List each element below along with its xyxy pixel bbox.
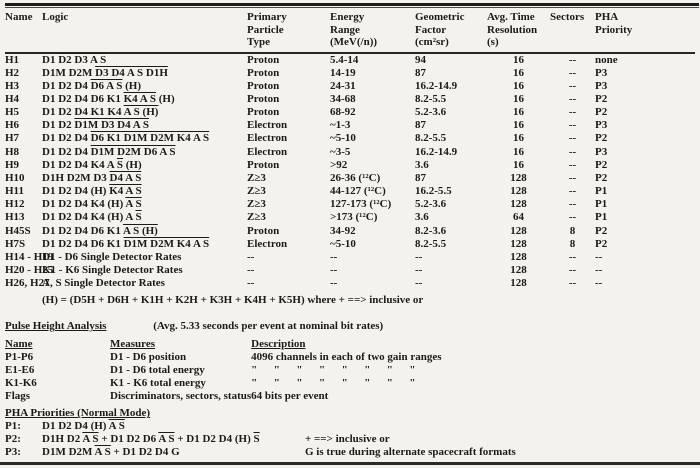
priority-label: P1:	[5, 420, 21, 433]
cell-pha: P3	[595, 79, 608, 92]
cell-geometric: 16.2-14.9	[415, 145, 458, 158]
pha-table-header	[5, 338, 691, 351]
logic-term-not: $\overline{S}$	[116, 158, 123, 171]
cell-energy: 26-36 (¹²C)	[330, 171, 381, 184]
cell-name: H9	[5, 158, 20, 171]
cell-energy: 5.4-14	[330, 53, 359, 66]
cell-geometric: 94	[415, 53, 426, 66]
cell-logic	[42, 67, 247, 80]
cell-pha: P3	[595, 66, 608, 79]
cell-sectors: --	[568, 106, 577, 119]
cell-energy: >92	[330, 158, 348, 171]
table-row	[5, 264, 695, 277]
cell-particle: --	[247, 250, 255, 263]
logic-term: D1 D2 D4 K4 A	[42, 158, 117, 171]
cell-name: H6	[5, 119, 20, 132]
logic-term: D1 D2 D4 D6 K1	[42, 237, 124, 250]
column-header-name: Name	[5, 9, 42, 53]
logic-term: (H)	[122, 79, 142, 92]
logic-term: D1 D2 D4	[42, 132, 91, 145]
pha-cell-name: E1-E6	[5, 364, 35, 377]
cell-time: 128	[510, 224, 527, 237]
cell-geometric: 5.2-3.6	[415, 198, 447, 211]
h-definition-footnote: (H) = (D5H + D6H + K1H + K2H + K3H + K4H + K5H) where + ==> inclusive or	[42, 294, 424, 307]
cell-pha: P2	[595, 132, 608, 145]
cell-energy: ~5-10	[330, 237, 356, 250]
cell-name: H2	[5, 66, 20, 79]
table-row	[5, 159, 695, 172]
cell-time: 16	[513, 92, 524, 105]
table-row	[5, 67, 695, 80]
column-header-sectors: Sectors	[550, 9, 595, 53]
cell-energy: ~5-10	[330, 132, 356, 145]
cell-name: H20 - H25	[5, 264, 54, 276]
table-row	[5, 146, 695, 159]
column-header-geometric: Geometric Factor (cm²sr)	[415, 9, 487, 53]
logic-term-not: K4 A S	[123, 92, 156, 105]
logic-term: D1	[42, 53, 59, 66]
table-row	[5, 277, 695, 290]
cell-sectors: --	[568, 66, 577, 79]
cell-logic	[42, 211, 247, 224]
cell-pha: --	[595, 250, 603, 263]
cell-energy: 34-92	[330, 224, 356, 237]
logic-term-not: $\overline{S}$	[135, 211, 142, 224]
cell-name: H26, H27	[5, 277, 50, 290]
cell-pha: P1	[595, 185, 608, 198]
logic-term-not: D6 K1 D1M D2M K4 A S	[90, 132, 210, 145]
cell-logic	[42, 225, 247, 238]
logic-term: D1 D2 D4 D6 K1	[42, 224, 123, 237]
table-row	[5, 80, 695, 93]
logic-term-not: A S	[158, 433, 175, 446]
cell-pha: P1	[595, 198, 608, 211]
cell-logic	[42, 80, 247, 93]
pha-cell-measures: D1 - D6 total energy	[110, 364, 205, 377]
pha-table-body	[5, 351, 691, 403]
cell-time: 128	[510, 171, 527, 184]
logic-term: + D1 D2 D4 G	[110, 445, 180, 458]
logic-term: D1 - D6 Single Detector Rates	[42, 250, 182, 263]
priority-logic	[42, 446, 180, 458]
cell-energy: 34-68	[330, 92, 356, 105]
cell-energy: 68-92	[330, 106, 356, 119]
cell-time: 16	[513, 106, 524, 119]
cell-logic	[42, 185, 247, 198]
cell-time: 16	[513, 66, 524, 79]
pha-cell-description: " " " " " " " "	[251, 377, 416, 390]
cell-geometric: 87	[415, 66, 426, 79]
cell-pha: P2	[595, 92, 608, 105]
pha-row	[5, 364, 691, 377]
cell-name: H14 - H19	[5, 250, 54, 263]
cell-particle: Proton	[247, 66, 280, 79]
logic-term-not: A S (H)	[123, 106, 159, 119]
cell-geometric: 16.2-14.9	[415, 79, 458, 92]
table-row	[5, 225, 695, 238]
pha-header-row	[5, 338, 691, 351]
pha-cell-measures: D1 - D6 position	[110, 351, 187, 364]
logic-term-not: A S	[94, 445, 111, 458]
pha-col-description	[251, 338, 691, 351]
logic-term: D1 D2 D4	[42, 145, 91, 158]
cell-sectors: --	[568, 145, 577, 158]
cell-time: 16	[513, 79, 524, 92]
pha-col-measures-label: Measures	[110, 338, 156, 351]
cell-time: 128	[510, 277, 527, 290]
pha-row	[5, 377, 691, 390]
cell-time: 16	[513, 132, 524, 145]
logic-term: D1M D2M	[42, 66, 96, 79]
cell-geometric: 8.2-5.5	[415, 92, 447, 105]
pha-rate-note: (Avg. 5.33 seconds per event at nominal bit rates)	[153, 320, 384, 333]
pha-section-title: Pulse Height Analysis	[5, 320, 107, 333]
cell-sectors: --	[568, 92, 577, 105]
pha-cell-name: K1-K6	[5, 377, 37, 390]
column-header-particle: Primary Particle Type	[247, 9, 330, 53]
cell-sectors: --	[568, 277, 577, 290]
logic-term-not: D3 D4 A S D1H	[95, 66, 168, 79]
cell-sectors: 8	[569, 237, 576, 250]
pha-cell-description: 4096 channels in each of two gain ranges	[251, 351, 442, 364]
table-row	[5, 251, 695, 264]
pha-priorities-title: PHA Priorities (Normal Mode)	[5, 407, 151, 420]
pha-cell-name: P1-P6	[5, 351, 34, 364]
cell-logic	[42, 198, 247, 211]
cell-logic	[42, 132, 247, 145]
cell-pha: P3	[595, 119, 608, 132]
top-border-rule	[5, 3, 699, 8]
cell-time: 16	[513, 145, 524, 158]
cell-time: 128	[510, 250, 527, 263]
rate-table-header	[5, 9, 695, 53]
priority-row	[5, 420, 700, 433]
cell-sectors: --	[568, 119, 577, 132]
table-row	[5, 132, 695, 145]
cell-energy: ~1-3	[330, 119, 351, 132]
cell-geometric: 3.6	[415, 211, 429, 224]
cell-geometric: --	[415, 264, 423, 276]
logic-term: A, S Single Detector Rates	[42, 277, 165, 290]
cell-geometric: 8.2-5.5	[415, 132, 447, 145]
logic-term: D1H D2M D3	[42, 171, 110, 184]
bottom-border-rule	[0, 462, 700, 465]
logic-term-not: A S	[108, 420, 125, 433]
pha-cell-measures: K1 - K6 total energy	[110, 377, 206, 390]
table-row	[5, 93, 695, 106]
cell-sectors: --	[568, 132, 577, 145]
pha-row	[5, 351, 691, 364]
cell-geometric: --	[415, 277, 423, 290]
cell-pha: P2	[595, 237, 608, 250]
cell-particle: Electron	[247, 145, 288, 158]
table-row	[5, 185, 695, 198]
cell-logic	[42, 277, 247, 290]
cell-name: H11	[5, 185, 24, 198]
logic-term-not: A S (H)	[122, 224, 158, 237]
pha-cell-description: " " " " " " " "	[251, 364, 416, 377]
cell-name: H5	[5, 106, 20, 119]
priority-annotation: G is true during alternate spacecraft formats	[305, 445, 516, 458]
cell-energy: 127-173 (¹²C)	[330, 198, 392, 211]
cell-name: H4	[5, 92, 20, 105]
header-row	[5, 9, 695, 53]
table-row	[5, 198, 695, 211]
logic-term-not: A S	[82, 433, 99, 446]
table-row	[5, 238, 695, 251]
logic-term: D1 D2	[42, 119, 75, 132]
logic-term-not: $\overline{S}$	[253, 433, 260, 446]
cell-particle: Proton	[247, 158, 280, 171]
cell-pha: P1	[595, 211, 608, 224]
table-row	[5, 119, 695, 132]
cell-sectors: --	[568, 198, 577, 211]
cell-particle: --	[247, 264, 255, 276]
logic-term-not: D1M D2M K4 A S	[123, 237, 210, 250]
cell-sectors: 8	[569, 224, 576, 237]
cell-pha: none	[595, 53, 618, 66]
logic-term: D1 D2 D4 (H)	[42, 185, 110, 198]
pha-priorities-rows	[5, 420, 700, 458]
cell-sectors: --	[568, 79, 577, 92]
cell-particle: Proton	[247, 53, 280, 66]
pha-col-name	[5, 338, 110, 351]
cell-particle: Proton	[247, 79, 280, 92]
pulse-height-analysis-section	[5, 320, 700, 333]
pha-cell-description: 64 bits per event	[251, 390, 329, 403]
cell-logic	[42, 119, 247, 132]
cell-pha: P2	[595, 171, 608, 184]
cell-time: 128	[510, 237, 527, 250]
cell-time: 16	[513, 119, 524, 132]
cell-energy: 44-127 (¹²C)	[330, 185, 386, 198]
pha-col-name-label: Name	[5, 338, 33, 351]
logic-term-not: D2 D3 A S	[58, 53, 107, 66]
logic-term: D1 D2 D4 (H)	[42, 420, 109, 433]
cell-name: H1	[5, 53, 20, 66]
cell-time: 64	[513, 211, 524, 224]
pha-table	[5, 338, 691, 403]
cell-sectors: --	[568, 171, 577, 184]
logic-term-not: D1M D3 D4 A S	[74, 119, 149, 132]
pha-row	[5, 390, 691, 403]
table-row	[5, 211, 695, 224]
cell-logic	[42, 238, 247, 251]
rate-table-body	[5, 53, 695, 291]
cell-energy: 14-19	[330, 66, 356, 79]
cell-logic	[42, 53, 247, 67]
cell-name: H12	[5, 198, 25, 211]
cell-time: 128	[510, 198, 527, 211]
priority-label: P3:	[5, 445, 21, 458]
cell-name: H7S	[5, 237, 26, 250]
cell-pha: P3	[595, 145, 608, 158]
cell-energy: ~3-5	[330, 145, 351, 158]
cell-sectors: --	[568, 53, 577, 66]
cell-particle: Proton	[247, 224, 280, 237]
priority-annotation: + ==> inclusive or	[305, 433, 390, 446]
logic-term-not: D1M D2M D6 A S	[90, 145, 176, 158]
cell-sectors: --	[568, 211, 577, 224]
cell-logic	[42, 264, 247, 277]
priority-row	[5, 446, 700, 459]
cell-name: H3	[5, 79, 20, 92]
cell-pha: P2	[595, 224, 608, 237]
cell-pha: P2	[595, 106, 608, 119]
cell-logic	[42, 106, 247, 119]
cell-particle: Z≥3	[247, 185, 266, 198]
cell-pha: --	[595, 264, 603, 276]
cell-geometric: 87	[415, 171, 426, 184]
cell-time: 128	[510, 185, 527, 198]
cell-particle: Z≥3	[247, 171, 266, 184]
column-header-logic: Logic	[42, 9, 247, 53]
cell-logic	[42, 146, 247, 159]
logic-term: (H)	[156, 92, 175, 105]
logic-term: D1 D2 D4 K4 (H) A	[42, 211, 136, 224]
cell-logic	[42, 172, 247, 185]
cell-geometric: 8.2-3.6	[415, 224, 447, 237]
cell-energy: --	[330, 250, 338, 263]
pha-cell-measures: Discriminators, sectors, status	[110, 390, 252, 403]
logic-term: D1H D2	[42, 433, 83, 446]
table-row	[5, 53, 695, 67]
priority-row	[5, 433, 700, 446]
pha-priorities-section	[5, 407, 700, 420]
cell-particle: Electron	[247, 119, 288, 132]
cell-logic	[42, 251, 247, 264]
column-header-energy: Energy Range (MeV(/n))	[330, 9, 415, 53]
cell-name: H10	[5, 171, 25, 184]
cell-sectors: --	[568, 158, 577, 171]
cell-particle: Z≥3	[247, 198, 266, 211]
logic-term-not: D4 A S	[109, 171, 142, 184]
cell-name: H7	[5, 132, 20, 145]
rate-channels-table	[5, 9, 695, 290]
cell-energy: --	[330, 277, 338, 290]
cell-pha: P2	[595, 158, 608, 171]
logic-term: K1 - K6 Single Detector Rates	[42, 264, 183, 276]
cell-sectors: --	[568, 264, 577, 276]
logic-term: D1 D2 D4 K1 K4	[42, 106, 124, 119]
table-row	[5, 172, 695, 185]
cell-geometric: 16.2-5.5	[415, 185, 452, 198]
cell-sectors: --	[568, 250, 577, 263]
cell-name: H8	[5, 145, 20, 158]
cell-energy: --	[330, 264, 338, 276]
logic-term: + D1 D2 D6	[98, 433, 159, 446]
cell-particle: --	[247, 277, 255, 290]
column-header-time: Avg. Time Resolution (s)	[487, 9, 550, 53]
cell-geometric: 5.2-3.6	[415, 106, 447, 119]
column-header-pha: PHA Priority	[595, 9, 695, 53]
logic-term-not: A S	[125, 198, 142, 211]
cell-time: 16	[513, 53, 524, 66]
cell-energy: >173 (¹²C)	[330, 211, 378, 224]
logic-term: D1 D2 D4	[42, 79, 91, 92]
cell-particle: Proton	[247, 92, 280, 105]
logic-term: + D1 D2 D4 (H)	[174, 433, 254, 446]
pha-col-measures	[110, 338, 251, 351]
logic-term: D1 D2 D4 K4 (H)	[42, 198, 126, 211]
cell-pha: --	[595, 277, 603, 290]
cell-particle: Proton	[247, 106, 280, 119]
logic-term: D1 D2 D4 D6 K1	[42, 92, 124, 105]
cell-time: 16	[513, 158, 524, 171]
priority-logic	[42, 420, 125, 432]
cell-geometric: --	[415, 250, 423, 263]
priority-logic	[42, 433, 260, 445]
cell-time: 128	[510, 264, 527, 276]
cell-logic	[42, 93, 247, 106]
cell-particle: Electron	[247, 237, 288, 250]
cell-energy: 24-31	[330, 79, 356, 92]
cell-particle: Electron	[247, 132, 288, 145]
pha-cell-name: Flags	[5, 390, 31, 403]
pha-col-description-label: Description	[251, 338, 306, 351]
table-row	[5, 106, 695, 119]
cell-name: H45S	[5, 224, 31, 237]
cell-geometric: 8.2-5.5	[415, 237, 447, 250]
logic-term-not: K4 A S	[109, 185, 142, 198]
cell-geometric: 3.6	[415, 158, 429, 171]
logic-term: (H)	[123, 158, 142, 171]
cell-geometric: 87	[415, 119, 426, 132]
cell-particle: Z≥3	[247, 211, 266, 224]
logic-term: D1M D2M	[42, 445, 95, 458]
cell-name: H13	[5, 211, 25, 224]
logic-term-not: D6 A S	[90, 79, 123, 92]
cell-logic	[42, 159, 247, 172]
cell-sectors: --	[568, 185, 577, 198]
priority-label: P2:	[5, 433, 21, 446]
